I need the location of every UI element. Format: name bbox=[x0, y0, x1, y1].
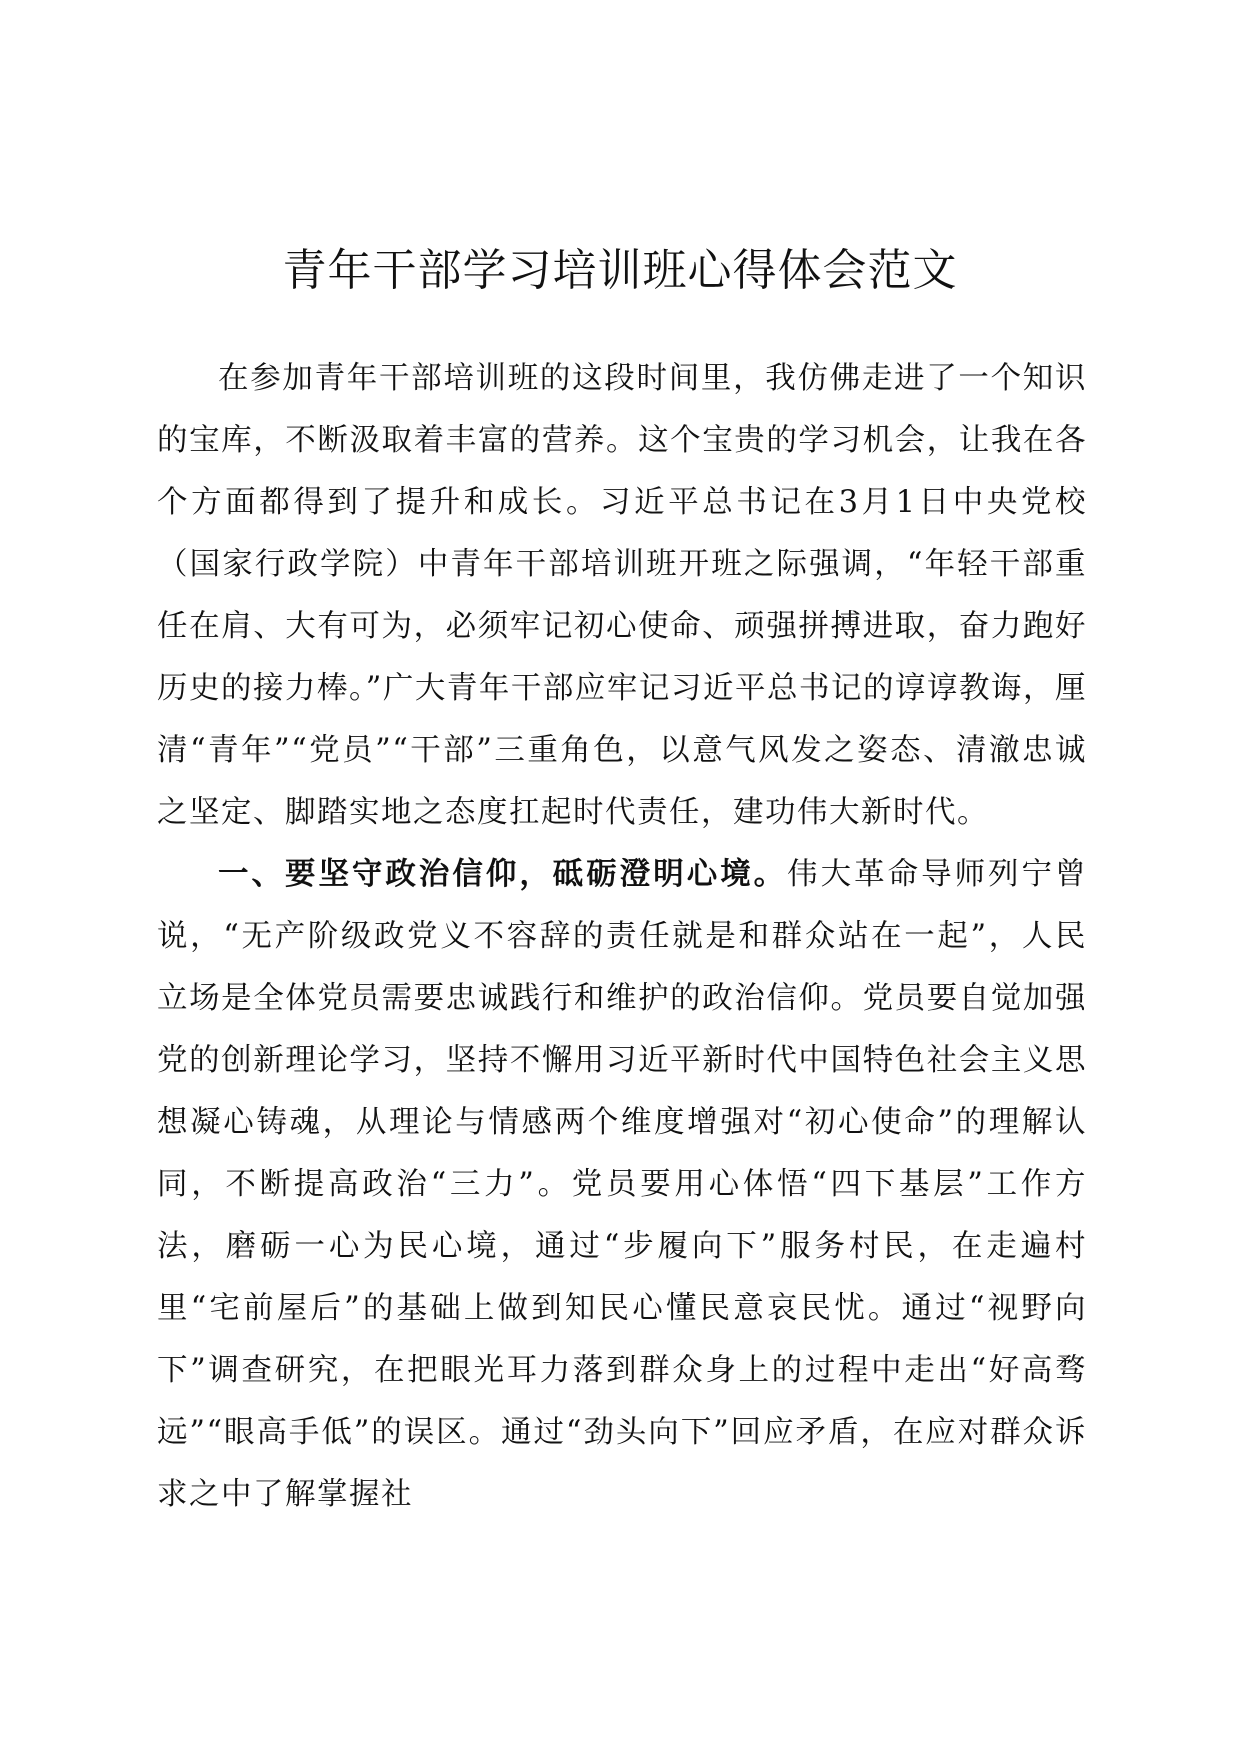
section-one-text: 伟大革命导师列宁曾说，“无产阶级政党义不容辞的责任就是和群众站在一起”，人民立场是全体党员需要忠诚践行和维护的政治信仰。党员要自觉加强党的创新理论学习，坚持不懈用习近平新时代中国特色社会主义思想凝心铸魂，从理论与情感两个维度增强对“初心使命”的理解认同，不断提高政治“三力”。党员要用心体悟“四下基层”工作方法，磨砺一心为民心境，通过“步履向下”服务村民，在走遍村里“宅前屋后”的基础上做到知民心懂民意哀民忧。通过“视野向下”调查研究，在把眼光耳力落到群众身上的过程中走出“好高骛远”“眼高手低”的误区。通过“劲头向下”回应矛盾，在应对群众诉求之中了解掌握社 bbox=[157, 857, 1088, 1512]
paragraph-intro bbox=[157, 348, 1087, 844]
paragraph-intro-text: 在参加青年干部培训班的这段时间里，我仿佛走进了一个知识的宝库，不断汲取着丰富的营养。这个宝贵的学习机会，让我在各个方面都得到了提升和成长。习近平总书记在3月1日中央党校（国家行政学院）中青年干部培训班开班之际强调，“年轻干部重任在肩、大有可为，必须牢记初心使命、顽强拼搏进取，奋力跑好历史的接力棒。”广大青年干部应牢记习近平总书记的谆谆教诲，厘清“青年”“党员”“干部”三重角色，以意气风发之姿态、清澈忠诚之坚定、脚踏实地之态度扛起时代责任，建功伟大新时代。 bbox=[157, 361, 1087, 830]
paragraph-section-one bbox=[157, 844, 1087, 1526]
section-one-heading: 一、要坚守政治信仰，砥砺澄明心境。 bbox=[218, 857, 788, 892]
document-title: 青年干部学习培训班心得体会范文 bbox=[282, 245, 958, 296]
document-body bbox=[157, 348, 1087, 1526]
